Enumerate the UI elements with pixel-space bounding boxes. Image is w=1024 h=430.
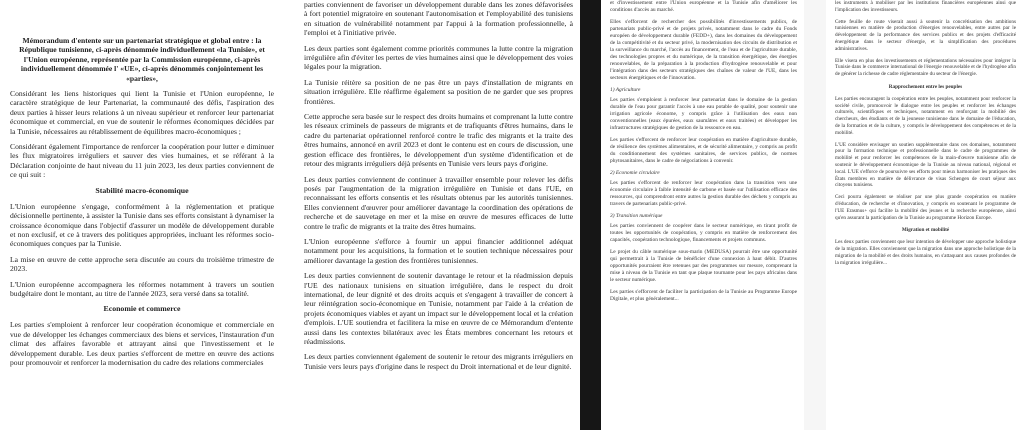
- paragraph: L'Union européenne s'engage, conformément à la réglementation et pratique décisionnelle pertinente, à assister la Tunisie dans ses efforts consistant à dynamiser la croissance économique dans l'objectif d'assurer un modèle de développement durable et non exclusif, et ce à travers des politiques appropriées, incluant les réformes socio-économiques conçues par la Tunisie.: [10, 201, 274, 249]
- section-heading-macro: Stabilité macro-économique: [95, 185, 189, 195]
- paragraph: Ceci pourra également se réaliser par une plus grande coopération en matière d'éducation, de recherche et d'innovation, y compris en soutenant le programme de l'UE Erasmus+ qui facilite la mobilité des jeunes et la recherche européenne, ainsi qu'en assurant la participation de la Tunisie au programme Horizon Europe.: [835, 194, 1016, 221]
- paragraph: Les parties encouragent la coopération entre les peuples, notamment pour renforcer la société civile, promouvoir le dialogue entre les peuples et renforcer les échanges culturels, scientifiques et techniques, notamment en renforçant la mobilité des chercheurs, des étudiants et de la jeunesse tunisienne dans le domaine de l'éducation, de la formation et de la culture, y compris le développement des compétences et de la mobilité.: [835, 95, 1016, 136]
- heading-people: Rapprochement entre les peuples: [888, 83, 963, 90]
- page-1: [0, 0, 282, 430]
- paragraph: Le projet du câble numérique sous-marin (MEDUSA) pourrait être une opportunité qui permettrait à la Tunisie de bénéficier d'une connexion à haut débit. D'autres opportunités pourraient être retenues par des programmes sur mesure, comprenant la mise à niveau de la Tunisie en tant que plaque tournante pour les pays africains dans le secteur numérique.: [610, 249, 797, 283]
- subheading-digital: 3) Transition numérique: [610, 213, 663, 219]
- paragraph: Les deux parties sont également comme priorités communes la lutte contre la migration irrégulière afin d'éviter les pertes de vies humaines ainsi que le développement des voies légales pour la migration.: [304, 43, 573, 72]
- paragraph: Les parties s'efforcent de renforcer leur coopération dans la transition vers une économie circulaire à faible intensité de carbone et basée sur l'utilisation efficace des ressources, qui comprendront entre autres la gestion durable des déchets y compris au travers de partenariats public-privé.: [610, 180, 797, 207]
- page-3: [601, 0, 804, 430]
- paragraph: La mise en œuvre de cette approche sera discutée au cours du troisième trimestre de 2023.: [10, 254, 274, 274]
- paragraph: Les deux parties conviennent que leur intention de développer une approche holistique de la migration. Elles conviennent que la migration dans une approche holistique de la migration de la mobilité et des droits humains, en s'attaquant aux causes profondes de la migration irrégulière...: [835, 239, 1016, 266]
- paragraph: les instruments à mobiliser par les institutions financières européennes ainsi que l'implication des investisseurs.: [835, 0, 1016, 13]
- paragraph: Cette feuille de route viserait aussi à soutenir la concrétisation des ambitions tunisiennes en matière de production d'énergies renouvelables, entre autres par le développement de la performance des services publics et des projets d'efficacité énergétique dans le secteur d'énergie, et la simplification des procédures administratives.: [835, 18, 1016, 52]
- paragraph: Les parties s'emploient à renforcer leur coopération économique et commerciale en vue de développer les échanges commerciaux des biens et services, l'instauration d'un climat des affaires favorable et attrayant ainsi que l'investissement et le développement durable. Les deux parties s'efforcent de mettre en œuvre des actions pour promouvoir et renforcer la modernisation du cadre des relations commerciales: [10, 320, 274, 367]
- paragraph: Les parties s'efforcent de faciliter la participation de la Tunisie au Programme Europe Digitale, et plus généralement...: [610, 289, 797, 302]
- paragraph: Elle visera en plus des investissements et réglementations nécessaires pour intégrer la Tunisie dans le commerce international de l'énergie renouvelable et de l'hydrogène afin de générer la richesse de cadre réglementaire du secteur de l'énergie.: [835, 57, 1016, 78]
- preamble-paragraph: Considérant les liens historiques qui lient la Tunisie et l'Union européenne, le caractère stratégique de leur Partenariat, la communauté des défis, l'aspiration des deux parties à hisser leurs relations à un niveau supérieur et renforcer leur partenariat économique et commercial, en vue de soutenir le réformes économiques décidées par la Tunisie, nécessaires au rétablissement de équilibres macro-économiques ;: [10, 89, 274, 136]
- paragraph: Les parties s'emploient à renforcer leur partenariat dans le domaine de la gestion durable de l'eau pour garantir l'accès à une eau potable de qualité, pour soutenir une irrigation agricole économe, y compris grâce à l'utilisation des eaux non conventionnelles (eaux épurées, eaux saumâtres et eaux traitées) et développer les infrastructures stratégiques de gestion de la ressource en eau.: [610, 97, 797, 131]
- subheading-circular-economy: 2) Economie circulaire: [610, 170, 660, 176]
- page-2: [296, 0, 579, 430]
- paragraph: Les parties s'efforcent de renforcer leur coopération en matière d'agriculture durable, de résilience des systèmes alimentaires, et de sécurité alimentaire, y compris au profit du conditionnement des systèmes sanitaires, de services publics, de normes phytosanitaires, dans le cadre de négociations à convenir.: [610, 137, 797, 164]
- paragraph: L'Union européenne accompagnera les réformes notamment à travers un soutien budgétaire dont le montant, au titre de l'année 2023, sera versé dans sa totalité.: [10, 279, 274, 298]
- dark-divider: [580, 0, 601, 430]
- paragraph: Elles s'efforcent de rechercher des possibilités d'investissements publics, de partenariats public-privé et de projets privés, notamment dans le cadre du Fonds européen de développement durable (FEDD+), dans les domaines du développement de la compétitivité et du secteur privé, la modernisation des circuits de distribution et la surveillance du marché, l'accès au financement, de l'eau et de l'agriculture durable, des technologies propres et du numérique, de la transition énergétique, des énergies renouvelables, de la préparation à la production d'hydrogène renouvelable et pour l'intégration dans des secteurs stratégiques des chaînes de valeur de l'UE, dans les secteurs énergétiques et de l'innovation.: [610, 19, 797, 81]
- page-gap: [804, 0, 826, 430]
- paragraph: La Tunisie réitère sa position de ne pas être un pays d'installation de migrants en situation irrégulière. Elle réaffirme également sa position de ne garder que ses propres frontières.: [304, 77, 573, 106]
- page-4: [826, 0, 1024, 430]
- subheading-agriculture: 1) Agriculture: [610, 87, 641, 93]
- paragraph: Les parties conviennent de coopérer dans le secteur numérique, en tirant profit de toutes les opportunités de coopération, y compris en matière de renforcement des capacités, coopération technologique, financements et projets communs.: [610, 223, 797, 243]
- section-heading-economy: Economie et commerce: [103, 304, 181, 314]
- paragraph: Cette approche sera basée sur le respect des droits humains et comprenant la lutte contre les réseaux criminels de passeurs de migrants et de trafiquants d'êtres humains, dans le cadre du partenariat opérationnel renforcé contre le trafic des migrants et la traite des êtres humains, annoncé en avril 2023 et dont le contenu est en cours de discussion, une gestion efficace des frontières, le développement d'un système d'identification et de retour des migrants irréguliers déjà présents en Tunisie vers leurs pays d'origine.: [304, 112, 573, 169]
- paragraph: Les deux parties conviennent de soutenir davantage le retour et la réadmission depuis l'UE des nationaux tunisiens en situation irrégulière, dans le respect du droit international, de leur dignité et des droits acquis et s'engagent à travailler de concert à leur réintégration socio-économique en Tunisie, notamment par l'aide à la création de projets économiques viables et ayant un impact sur le développement local et la création d'emplois. L'UE soutiendra et facilitera la mise en œuvre de ce Mémorandum d'entente aussi dans les contextes bilatéraux avec les États membres concernant les retours et réadmissions.: [304, 271, 573, 346]
- preamble-paragraph: Considérant également l'importance de renforcer la coopération pour lutter e diminuer les flux migratoires irréguliers et sauver des vies humaines, et se référant à la Déclaration conjointe de haut niveau du 11 juin 2023, les deux parties conviennent de ce qui suit :: [10, 142, 274, 180]
- paragraph: Les deux parties conviennent également de soutenir le retour des migrants irréguliers en Tunisie vers leurs pays d'origine dans le respect du Droit international et de leur dignité.: [304, 352, 573, 371]
- paragraph: Les deux parties conviennent de continuer à travailler ensemble pour relever les défis posés par l'augmentation de la migration irrégulière en Tunisie et dans l'UE, en reconnaissant les efforts consentis et les résultats obtenus par les autorités tunisiennes. Elles conviennent d'œuvrer pour améliorer davantage la coordination des opérations de recherche et de sauvetage en mer et la mise en œuvre de mesures efficaces de lutte contre le trafic de migrants et la traite des êtres humains.: [304, 174, 573, 231]
- paragraph: et d'investissement entre l'Union européenne et la Tunisie afin d'améliorer les conditions d'accès au marché.: [610, 0, 797, 13]
- heading-migration: Migration et mobilité: [901, 227, 950, 234]
- paragraph: L'UE considère envisager un soutien supplémentaire dans ces domaines, notamment pour la formation technique et professionnelle dans le cadre de programmes de mobilité et pour renforcer les compétences de la main-d'œuvre tunisienne afin de soutenir le développement économique de la Tunisie au niveau national, régional et local. L'UE s'efforce de poursuivre ses efforts pour mieux harmoniser les pratiques des États membres en matière de délivrance de visas Schengen de court séjour aux citoyens tunisiens.: [835, 141, 1016, 189]
- paragraph: L'Union européenne s'efforce à fournir un appui financier additionnel adéquat notamment pour les acquisitions, la formation et le soutien technique nécessaires pour améliorer davantage la gestion des frontières tunisiennes.: [304, 236, 573, 265]
- memorandum-title: Mémorandum d'entente sur un partenariat stratégique et global entre : la République tunisienne, ci-après dénommée individuellement «la Tunisie», et l'Union européenne, représentée par la Commission européenne, ci-après individuellement dénommée l' «UE», ci-après dénommés conjointement les «parties»,: [19, 36, 265, 83]
- paragraph: parties conviennent de favoriser un développement durable dans les zones défavorisées à fort potentiel migratoire en soutenant l'autonomisation et l'employabilité des tunisiens en situation de vulnérabilité notamment par l'appui à la formation professionnelle, à l'emploi et à l'initiative privée.: [304, 0, 573, 38]
